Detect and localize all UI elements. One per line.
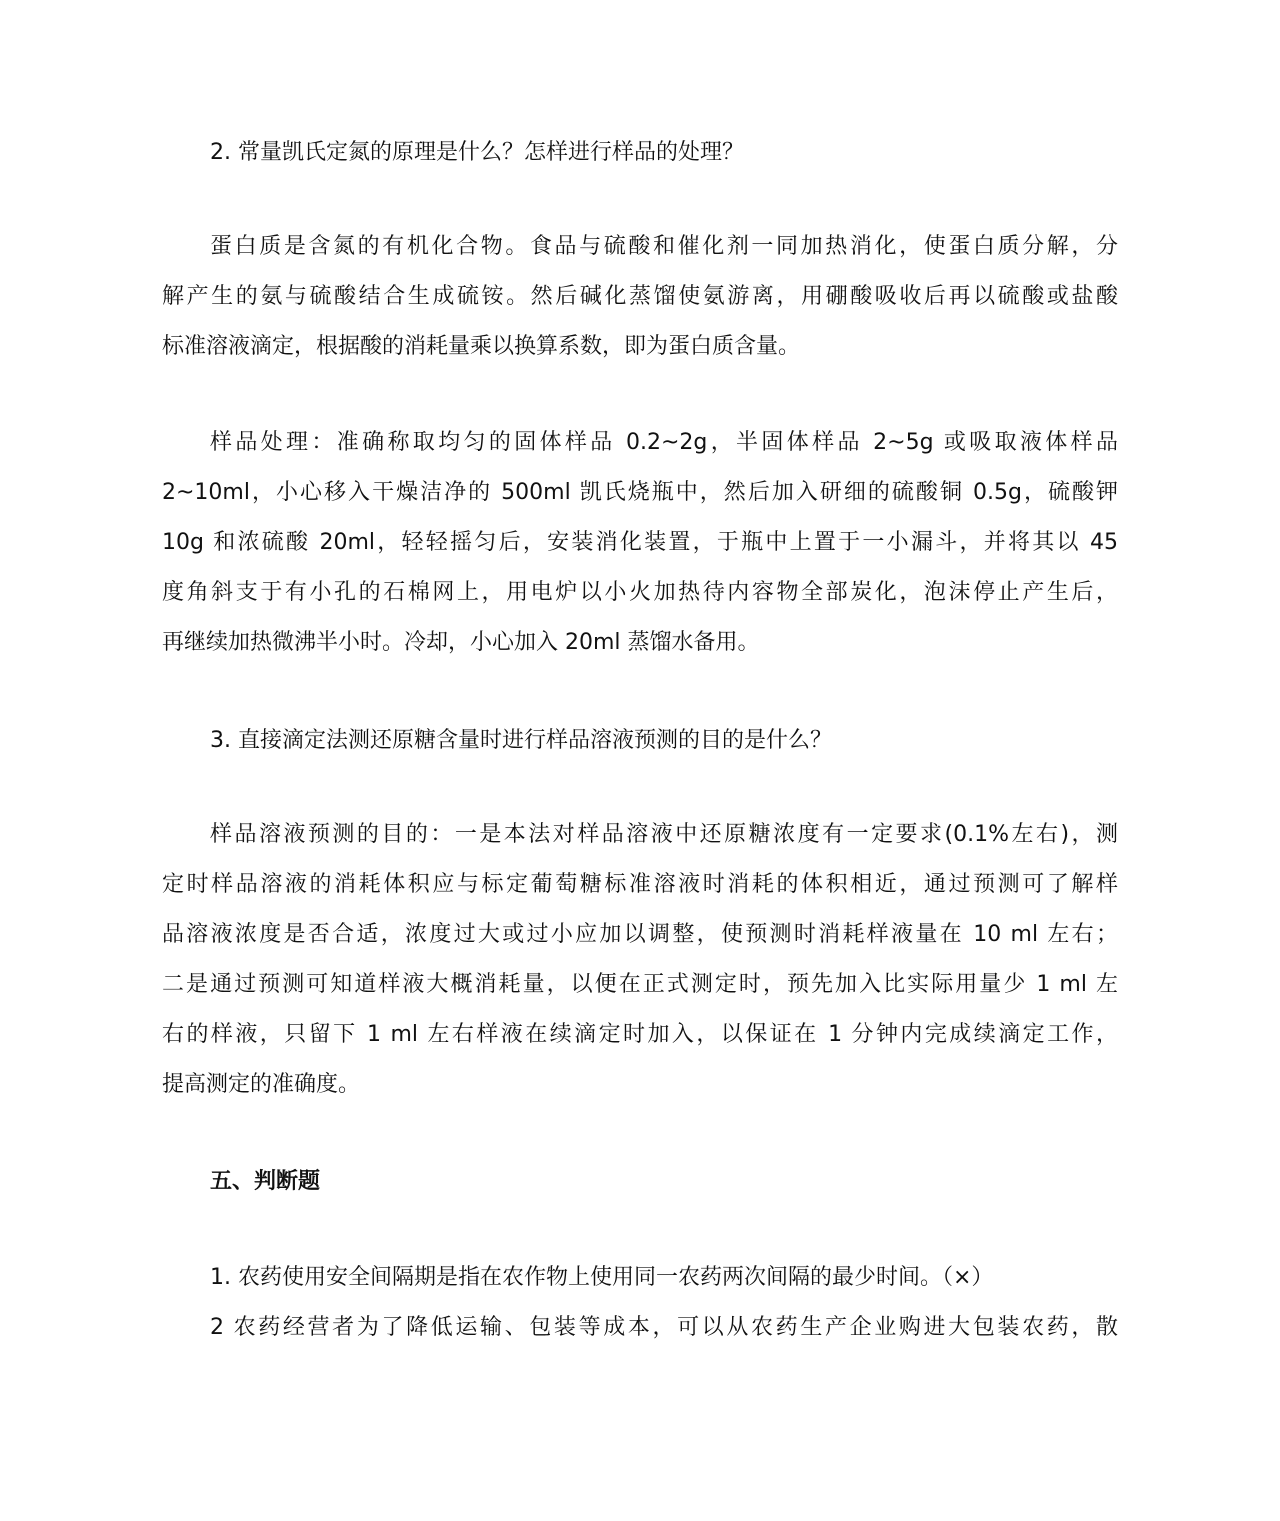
judgement-list (162, 1253, 1118, 1353)
text-line: 二是通过预测可知道样液大概消耗量，以便在正式测定时，预先加入比实际用量少 1 ml 左 (162, 972, 1118, 997)
judgement-item: 2 农药经营者为了降低运输、包装等成本，可以从农药生产企业购进大包装农药，散 (210, 1315, 1118, 1340)
paragraph-purpose (162, 810, 1118, 1110)
text-line: 样品处理：准确称取均匀的固体样品 0.2~2g，半固体样品 2~5g 或吸取液体样品 (210, 430, 1118, 455)
text-line: 2~10ml，小心移入干燥洁净的 500ml 凯氏烧瓶中，然后加入研细的硫酸铜 0.5g，硫酸钾 (162, 480, 1118, 505)
question-title: 2. 常量凯氏定氮的原理是什么？怎样进行样品的处理？ (210, 140, 744, 165)
judgement-item: 1. 农药使用安全间隔期是指在农作物上使用同一农药两次间隔的最少时间。（×） (210, 1265, 994, 1290)
text-line: 定时样品溶液的消耗体积应与标定葡萄糖标准溶液时消耗的体积相近，通过预测可了解样 (162, 872, 1118, 897)
text-line: 蛋白质是含氮的有机化合物。食品与硫酸和催化剂一同加热消化，使蛋白质分解，分 (210, 234, 1118, 259)
text-line: 解产生的氨与硫酸结合生成硫铵。然后碱化蒸馏使氨游离，用硼酸吸收后再以硫酸或盐酸 (162, 284, 1118, 309)
text-line: 再继续加热微沸半小时。冷却，小心加入 20ml 蒸馏水备用。 (162, 630, 760, 655)
question-title: 3. 直接滴定法测还原糖含量时进行样品溶液预测的目的是什么？ (210, 728, 832, 753)
text-line: 品溶液浓度是否合适，浓度过大或过小应加以调整，使预测时消耗样液量在 10 ml 左右； (162, 922, 1118, 947)
text-line: 样品溶液预测的目的：一是本法对样品溶液中还原糖浓度有一定要求(0.1%左右)，测 (210, 822, 1118, 847)
paragraph-principle (162, 222, 1118, 372)
text-line: 标准溶液滴定，根据酸的消耗量乘以换算系数，即为蛋白质含量。 (162, 334, 801, 359)
section-heading: 五、判断题 (210, 1169, 321, 1194)
section-judgement (162, 1157, 1118, 1207)
text-line: 度角斜支于有小孔的石棉网上，用电炉以小火加热待内容物全部炭化，泡沫停止产生后， (162, 580, 1118, 605)
question-2 (162, 128, 1118, 178)
paragraph-sample-processing (162, 418, 1118, 668)
text-line: 右的样液，只留下 1 ml 左右样液在续滴定时加入，以保证在 1 分钟内完成续滴定工作， (162, 1022, 1118, 1047)
text-line: 10g 和浓硫酸 20ml，轻轻摇匀后，安装消化装置，于瓶中上置于一小漏斗，并将其以 45 (162, 530, 1118, 555)
text-line: 提高测定的准确度。 (162, 1072, 361, 1097)
question-3 (162, 716, 1118, 766)
